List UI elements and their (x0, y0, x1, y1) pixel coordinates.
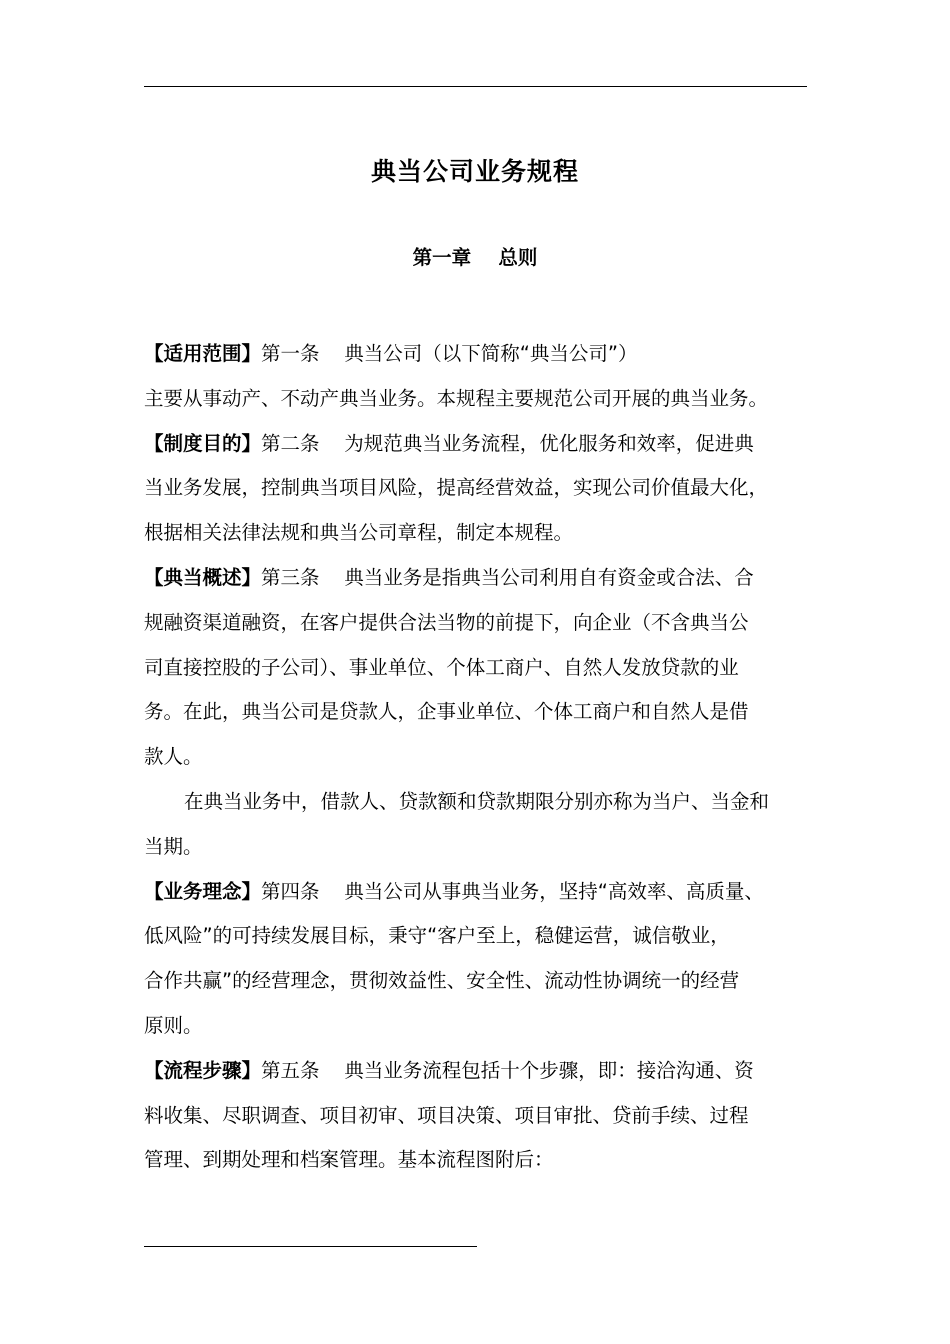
article-2-line-3: 根据相关法律法规和典当公司章程，制定本规程。 (144, 521, 574, 545)
document-title: 典当公司业务规程 (370, 157, 579, 186)
article-3-line-5: 款人。 (144, 745, 203, 769)
article-1-line-1 (144, 332, 814, 377)
article-3-para2-line-2: 当期。 (144, 834, 203, 858)
article-5-line-1 (144, 1049, 814, 1094)
article-5-text: 第五条 典当业务流程包括十个步骤，即：接洽沟通、资 (261, 1058, 754, 1082)
article-1-tag: 【适用范围】 (144, 342, 262, 365)
article-4-line-2: 低风险”的可持续发展目标，秉守“客户至上，稳健运营，诚信敬业， (144, 924, 730, 948)
article-3-text: 第三条 典当业务是指典当公司利用自有资金或合法、合 (261, 565, 754, 589)
article-3-line-3: 司直接控股的子公司）、事业单位、个体工商户、自然人发放贷款的业 (144, 655, 739, 679)
article-5-tag: 【流程步骤】 (144, 1058, 262, 1082)
article-4-text: 第四条 典当公司从事典当业务，坚持“高效率、高质量、 (261, 879, 764, 903)
article-2-tag: 【制度目的】 (144, 431, 262, 455)
article-5-line-2: 料收集、尽职调查、项目初审、项目决策、项目审批、贷前手续、过程 (144, 1103, 749, 1127)
article-4-line-1 (144, 870, 814, 915)
article-2-line-1 (144, 422, 814, 467)
article-1-text: 第一条 典当公司（以下简称“典当公司”） (261, 342, 638, 365)
article-2-line-2: 当业务发展，控制典当项目风险，提高经营效益，实现公司价值最大化， (144, 476, 769, 500)
article-2-text: 第二条 为规范典当业务流程，优化服务和效率，促进典 (261, 431, 754, 455)
document-body (144, 332, 814, 1183)
article-4-line-3: 合作共赢”的经营理念，贯彻效益性、安全性、流动性协调统一的经营 (144, 969, 740, 993)
footnote-rule (144, 1246, 477, 1247)
article-3-line-1 (144, 556, 814, 601)
article-3-para2-line-1: 在典当业务中，借款人、贷款额和贷款期限分别亦称为当户、当金和 (184, 789, 770, 813)
article-4-tag: 【业务理念】 (144, 879, 262, 903)
article-3-tag: 【典当概述】 (144, 565, 262, 589)
article-4-line-4: 原则。 (144, 1013, 203, 1037)
article-1-line-2: 主要从事动产、不动产典当业务。本规程主要规范公司开展的典当业务。 (144, 386, 769, 410)
chapter-title: 第一章 总则 (412, 246, 538, 269)
article-3-line-2: 规融资渠道融资，在客户提供合法当物的前提下，向企业（不含典当公 (144, 610, 749, 634)
header-rule (144, 86, 807, 87)
article-5-line-3: 管理、到期处理和档案管理。基本流程图附后： (144, 1148, 554, 1172)
article-3-line-4: 务。在此，典当公司是贷款人，企事业单位、个体工商户和自然人是借 (144, 700, 749, 724)
